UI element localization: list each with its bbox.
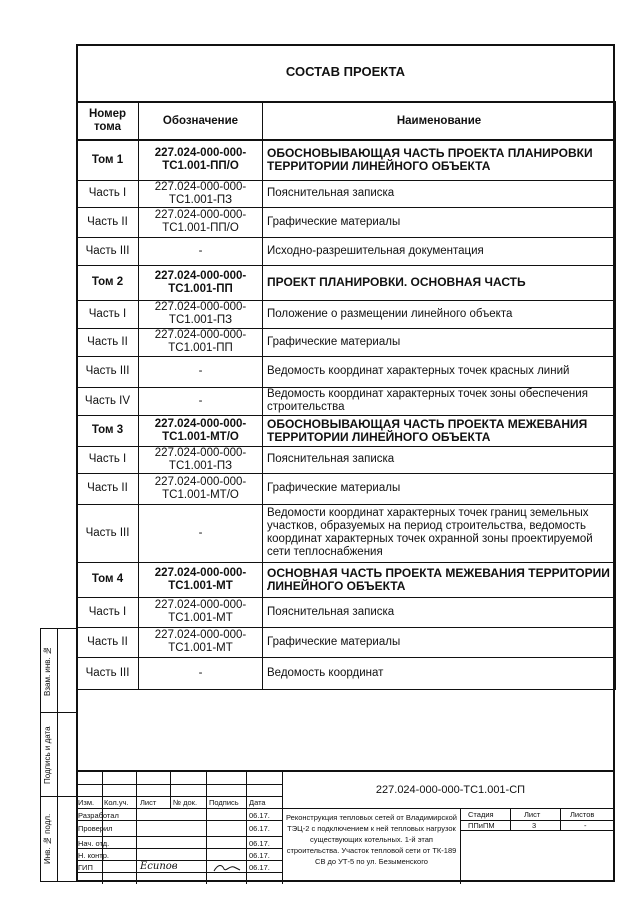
- designation: 227.024-000-000-ТС1.001-ПП/О: [139, 207, 263, 237]
- designation: 227.024-000-000-ТС1.001-МТ/О: [139, 415, 263, 446]
- stamp-hline: [76, 796, 282, 797]
- volume-row: [77, 415, 616, 446]
- role-checker: Проверил: [78, 824, 113, 833]
- designation: 227.024-000-000-ТС1.001-ПЗ: [139, 446, 263, 473]
- header-designation: Обозначение: [139, 102, 263, 140]
- item-name: Графические материалы: [263, 207, 616, 237]
- side-cell-inv: [41, 797, 77, 881]
- designation: 227.024-000-000-ТС1.001-МТ: [139, 627, 263, 657]
- side-label-inv: Инв. № подл.: [43, 813, 52, 865]
- item-name: Графические материалы: [263, 473, 616, 504]
- part-row: [77, 207, 616, 237]
- designation: -: [139, 387, 263, 415]
- stamp-hline: [460, 830, 615, 831]
- item-name: Пояснительная записка: [263, 180, 616, 207]
- stamp-vline: [246, 772, 247, 884]
- volume-number: Том 4: [77, 562, 139, 597]
- designation: 227.024-000-000-ТС1.001-ПП: [139, 328, 263, 356]
- volume-number: Часть I: [77, 446, 139, 473]
- side-stamp: [40, 628, 76, 882]
- volume-number: Часть III: [77, 657, 139, 689]
- designation: -: [139, 237, 263, 265]
- designation: -: [139, 356, 263, 387]
- stamp-col-docno: № док.: [173, 798, 198, 807]
- part-row: [77, 446, 616, 473]
- date-5: 06.17.: [249, 863, 270, 872]
- designation: -: [139, 504, 263, 562]
- volume-number: Том 1: [77, 140, 139, 180]
- designation: 227.024-000-000-ТС1.001-ПЗ: [139, 300, 263, 328]
- side-label-sign: Подпись и дата: [43, 726, 52, 784]
- part-row: [77, 504, 616, 562]
- volume-number: Часть III: [77, 504, 139, 562]
- date-1: 06.17.: [249, 811, 270, 820]
- item-name: ПРОЕКТ ПЛАНИРОВКИ. ОСНОВНАЯ ЧАСТЬ: [263, 265, 616, 300]
- sheets-label: Листов: [570, 810, 595, 819]
- role-developer: Разработал: [78, 811, 119, 820]
- volume-number: Часть II: [77, 207, 139, 237]
- volume-number: Том 2: [77, 265, 139, 300]
- item-name: Положение о размещении линейного объекта: [263, 300, 616, 328]
- item-name: Ведомость координат характерных точек красных линий: [263, 356, 616, 387]
- designation: 227.024-000-000-ТС1.001-МТ: [139, 597, 263, 627]
- item-name: Графические материалы: [263, 328, 616, 356]
- part-row: [77, 237, 616, 265]
- part-row: [77, 300, 616, 328]
- part-row: [77, 597, 616, 627]
- role-norm-control: Н. контр.: [78, 851, 109, 860]
- volume-number: Часть II: [77, 627, 139, 657]
- stamp-vline: [136, 772, 137, 808]
- stamp-hline: [76, 820, 282, 821]
- object-description: Реконструкция тепловых сетей от Владимирской ТЭЦ-2 с подключением к ней тепловых нагрузок существующих котельных. 1-й этап строительства. Участок тепловой сети от ТК-189 СВ до УТ-5 по ул. Безыменского: [286, 813, 457, 866]
- volume-number: Часть I: [77, 300, 139, 328]
- designation: 227.024-000-000-ТС1.001-ПЗ: [139, 180, 263, 207]
- part-row: [77, 328, 616, 356]
- item-name: ОСНОВНАЯ ЧАСТЬ ПРОЕКТА МЕЖЕВАНИЯ ТЕРРИТОРИИ ЛИНЕЙНОГО ОБЪЕКТА: [263, 562, 616, 597]
- sheets-value: -: [584, 821, 587, 830]
- item-name: Ведомость координат характерных точек зоны обеспечения строительства: [263, 387, 616, 415]
- handwritten-signature-icon: [212, 862, 242, 874]
- volume-number: Часть I: [77, 180, 139, 207]
- role-gip: ГИП: [78, 863, 93, 872]
- item-name: Ведомости координат характерных точек границ земельных участков, образуемых на период строительства, ведомость координат характерных точек охранной зоны проектируемой сети теплоснабжения: [263, 504, 616, 562]
- volume-number: Часть III: [77, 237, 139, 265]
- table-body: [77, 140, 616, 689]
- title-block: [76, 770, 615, 884]
- part-row: [77, 356, 616, 387]
- date-4: 06.17.: [249, 851, 270, 860]
- header-volume-number: Номер тома: [77, 102, 139, 140]
- page-title: СОСТАВ ПРОЕКТА: [285, 64, 406, 79]
- designation: -: [139, 657, 263, 689]
- stamp-col-sheet: Лист: [140, 798, 157, 807]
- designation: 227.024-000-000-ТС1.001-МТ: [139, 562, 263, 597]
- header-name: Наименование: [263, 102, 616, 140]
- stamp-vline: [560, 808, 561, 830]
- side-cell-replace: [41, 629, 77, 713]
- stamp-col-signature: Подпись: [209, 798, 239, 807]
- stamp-col-qty: Кол.уч.: [104, 798, 129, 807]
- project-composition-table: [76, 101, 616, 690]
- item-name: Пояснительная записка: [263, 446, 616, 473]
- stamp-hline: [76, 808, 615, 809]
- side-label-replace: Взам. инв. №: [43, 646, 52, 696]
- part-row: [77, 387, 616, 415]
- role-head: Нач. отд.: [78, 839, 110, 848]
- stamp-col-date: Дата: [249, 798, 266, 807]
- sheet-value: 3: [532, 821, 537, 830]
- part-row: [77, 657, 616, 689]
- side-cell-sign: [41, 713, 77, 797]
- stamp-hline: [76, 848, 282, 849]
- stamp-vline: [510, 808, 511, 830]
- stamp-vline: [170, 772, 171, 808]
- gip-surname: Есипов: [140, 861, 178, 872]
- item-name: Пояснительная записка: [263, 597, 616, 627]
- stamp-hline: [76, 784, 282, 785]
- document-code: 227.024-000-000-ТС1.001-СП: [375, 784, 526, 796]
- date-3: 06.17.: [249, 839, 270, 848]
- item-name: Ведомость координат: [263, 657, 616, 689]
- stamp-col-change: Изм.: [78, 798, 95, 807]
- item-name: ОБОСНОВЫВАЮЩАЯ ЧАСТЬ ПРОЕКТА ПЛАНИРОВКИ ТЕРРИТОРИИ ЛИНЕЙНОГО ОБЪЕКТА: [263, 140, 616, 180]
- item-name: ОБОСНОВЫВАЮЩАЯ ЧАСТЬ ПРОЕКТА МЕЖЕВАНИЯ ТЕРРИТОРИИ ЛИНЕЙНОГО ОБЪЕКТА: [263, 415, 616, 446]
- designation: 227.024-000-000-ТС1.001-МТ/О: [139, 473, 263, 504]
- volume-number: Часть III: [77, 356, 139, 387]
- volume-number: Часть II: [77, 328, 139, 356]
- designation: 227.024-000-000-ТС1.001-ПП: [139, 265, 263, 300]
- stamp-hline: [76, 872, 282, 873]
- part-row: [77, 473, 616, 504]
- volume-number: Часть I: [77, 597, 139, 627]
- stamp-hline: [76, 836, 282, 837]
- stamp-hline: [76, 860, 282, 861]
- stage-value: ППиПМ: [468, 821, 495, 830]
- part-row: [77, 627, 616, 657]
- item-name: Исходно-разрешительная документация: [263, 237, 616, 265]
- designation: 227.024-000-000-ТС1.001-ПП/О: [139, 140, 263, 180]
- volume-number: Часть II: [77, 473, 139, 504]
- sheet-label: Лист: [524, 810, 541, 819]
- item-name: Графические материалы: [263, 627, 616, 657]
- part-row: [77, 180, 616, 207]
- volume-row: [77, 562, 616, 597]
- volume-row: [77, 265, 616, 300]
- date-2: 06.17.: [249, 824, 270, 833]
- stamp-vline: [206, 772, 207, 884]
- stage-label: Стадия: [468, 810, 494, 819]
- volume-number: Часть IV: [77, 387, 139, 415]
- volume-row: [77, 140, 616, 180]
- volume-number: Том 3: [77, 415, 139, 446]
